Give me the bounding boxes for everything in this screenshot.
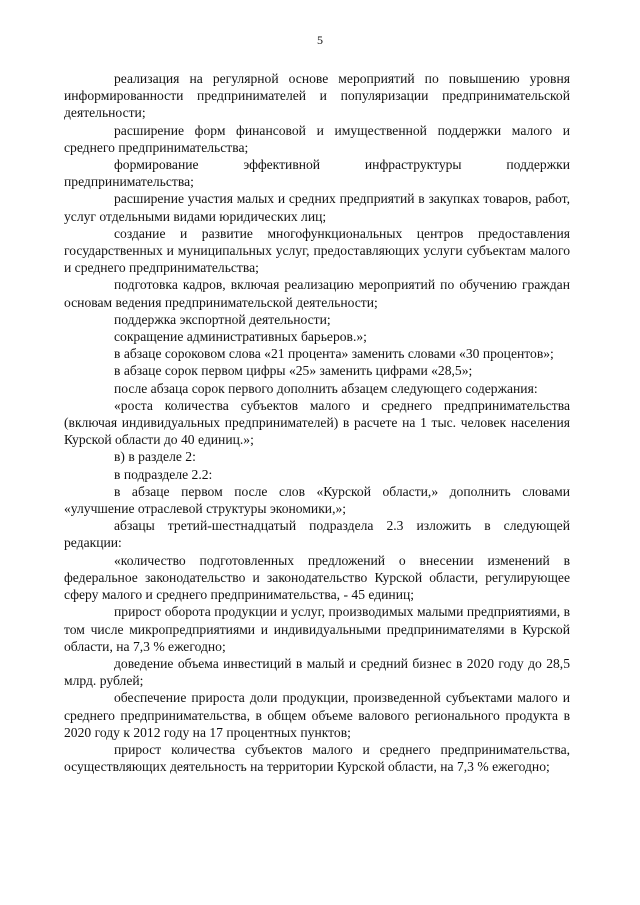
paragraph: реализация на регулярной основе мероприятий по повышению уровня информированности предпринимателей и популяризации предпринимательской деятельности; [64,71,570,121]
paragraph: в абзаце сороковом слова «21 процента» заменить словами «30 процентов»; [114,346,554,362]
paragraph: в) в разделе 2: [114,449,196,465]
paragraph: поддержка экспортной деятельности; [114,311,331,327]
paragraph: в абзаце сорок первом цифры «25» заменить цифрами «28,5»; [114,363,473,379]
paragraph: абзацы третий-шестнадцатый подраздела 2.3 изложить в следующей редакции: [64,518,570,551]
page-number: 5 [317,33,323,47]
paragraph: в абзаце первом после слов «Курской области,» дополнить словами «улучшение отраслевой структуры экономики,»; [64,483,570,517]
paragraph: «роста количества субъектов малого и среднего предпринимательства (включая индивидуальных предпринимателей) в расчете на 1 тыс. человек населения Курской области до 40 единиц.»; [64,397,570,448]
paragraph: «количество подготовленных предложений о внесении изменений в федеральное законодательство и законодательство Курской области, регулирующее сферу малого и среднего предпринимательства, - 45 единиц; [64,552,570,603]
paragraph: расширение форм финансовой и имущественной поддержки малого и среднего предпринимательства; [64,122,570,155]
paragraph: сокращение административных барьеров.»; [114,329,367,345]
paragraph: формирование эффективной инфраструктуры поддержки предпринимательства; [64,157,570,190]
document-body [64,70,570,775]
paragraph: прирост оборота продукции и услуг, производимых малыми предприятиями, в том числе микропредприятиями и индивидуальными предпринимателями в Курской области, на 7,3 % ежегодно; [64,604,570,654]
paragraph: прирост количества субъектов малого и среднего предпринимательства, осуществляющих деятельность на территории Курской области, на 7,3 % ежегодно; [64,741,570,775]
paragraph: создание и развитие многофункциональных центров предоставления государственных и муниципальных услуг, предоставляющих услуги субъектам малого и среднего предпринимательства; [64,225,570,276]
paragraph: в подразделе 2.2: [114,466,213,482]
paragraph: доведение объема инвестиций в малый и средний бизнес в 2020 году до 28,5 млрд. рублей; [64,655,570,689]
paragraph: подготовка кадров, включая реализацию мероприятий по обучению граждан основам ведения предпринимательской деятельности; [64,277,570,310]
paragraph: расширение участия малых и средних предприятий в закупках товаров, работ, услуг отдельными видами юридических лиц; [64,191,570,224]
paragraph: обеспечение прироста доли продукции, произведенной субъектами малого и среднего предпринимательства, в общем объеме валового регионального продукта в 2020 году к 2012 году на 17 процентных пунктов; [64,690,570,740]
paragraph: после абзаца сорок первого дополнить абзацем следующего содержания: [114,380,538,396]
